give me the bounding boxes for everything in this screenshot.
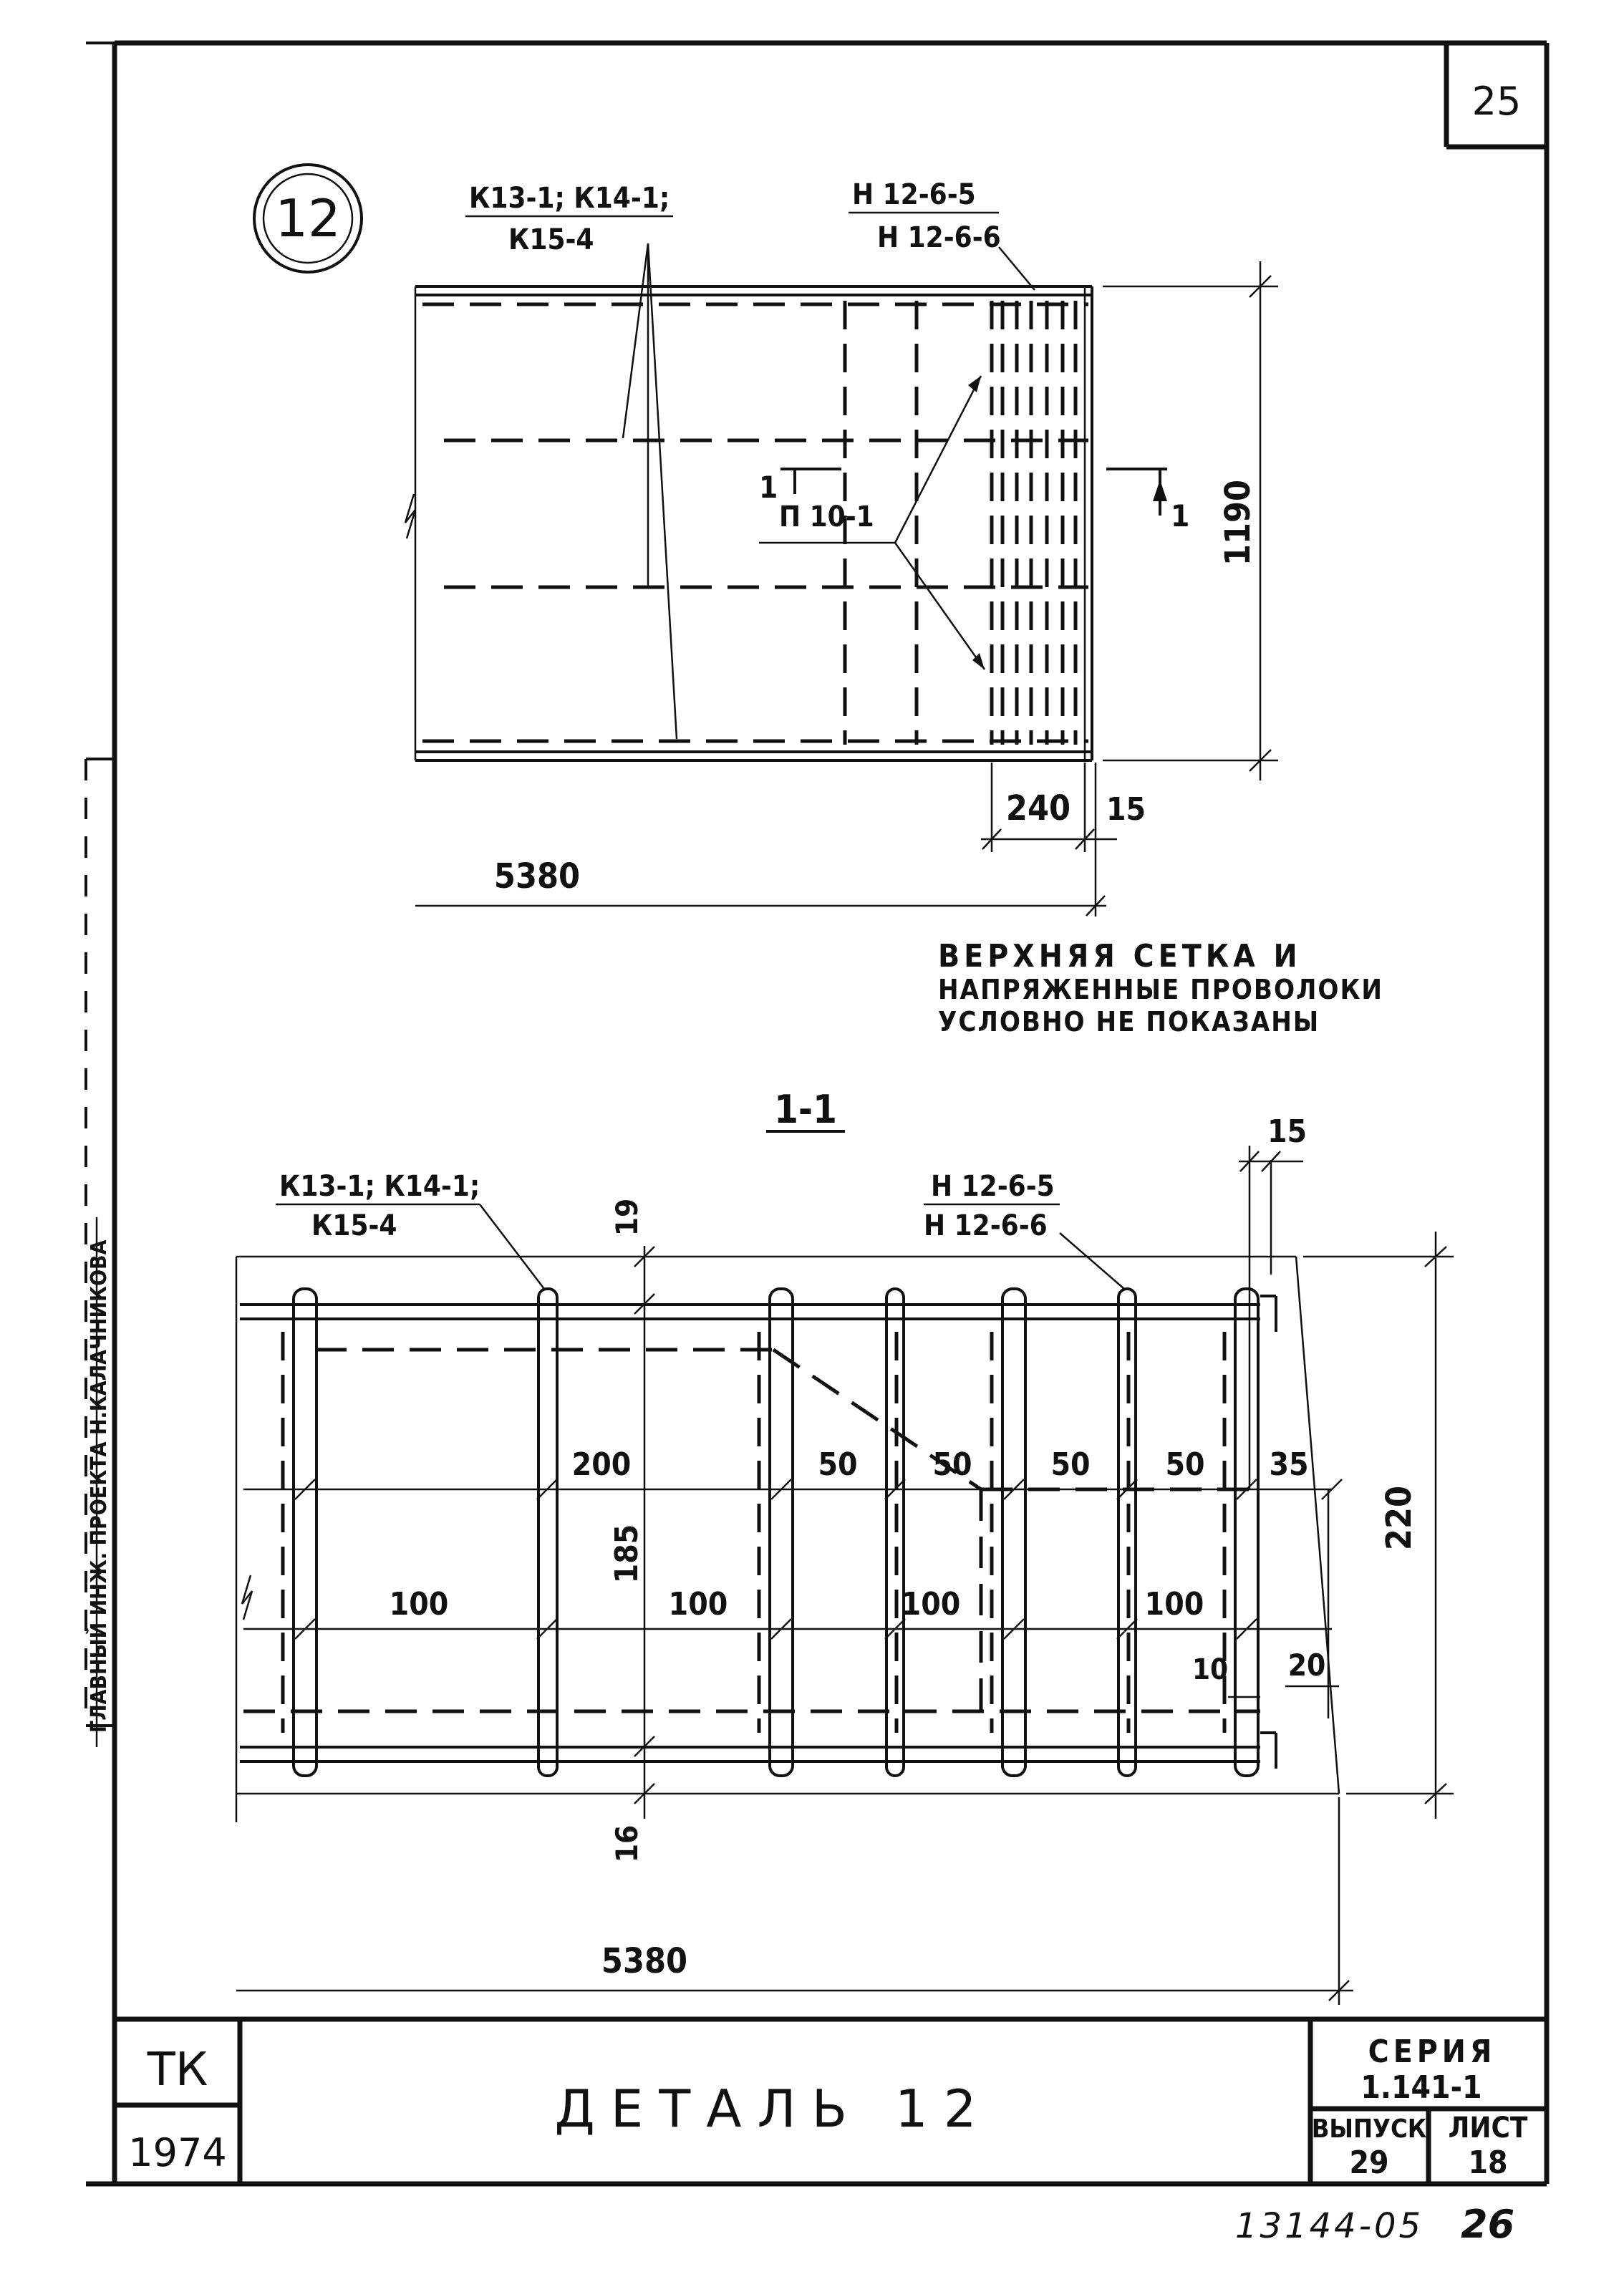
sheet-number: 25	[1471, 79, 1522, 124]
side-stamp-text: ГЛАВНЫЙ ИНЖ. ПРОЕКТА Н.КАЛАЧНИКОВА	[87, 1239, 112, 1733]
plan-dim-height: 1190	[1218, 479, 1258, 566]
plan-mark-p: П 10-1	[779, 501, 874, 533]
series-label: СЕРИЯ	[1368, 2034, 1497, 2070]
title-org: ТК	[147, 2044, 208, 2097]
section-dim-length: 5380	[601, 1941, 688, 1981]
plan-label-right-bottom: Н 12-6-6	[877, 221, 1001, 254]
side-stamp	[86, 1217, 112, 1747]
section-label-left-top: К13-1; К14-1;	[279, 1170, 480, 1203]
section-dim-20: 20	[1287, 1648, 1326, 1683]
section-dim-10: 10	[1192, 1653, 1229, 1686]
series-value: 1.141-1	[1360, 2069, 1482, 2106]
note-line-1: ВЕРХНЯЯ СЕТКА И	[938, 938, 1302, 975]
archive-number: 13144-05	[1235, 2206, 1424, 2246]
note-line-3: УСЛОВНО НЕ ПОКАЗАНЫ	[938, 1006, 1320, 1038]
title-block	[115, 2019, 1547, 2184]
section-dim-100-b: 100	[668, 1586, 728, 1623]
section-dim-16: 16	[609, 1824, 644, 1863]
section-dim-50-c: 50	[1050, 1446, 1091, 1483]
section-dim-19: 19	[609, 1198, 644, 1237]
plan-label-right-top: Н 12-6-5	[852, 178, 976, 211]
section-bars	[283, 1289, 1276, 1776]
issue-label: ВЫПУСК	[1311, 2114, 1427, 2144]
detail-mark-number: 12	[275, 188, 341, 248]
section-dim-50-d: 50	[1165, 1446, 1205, 1483]
plan-dim-240: 240	[1005, 788, 1071, 828]
issue-value: 29	[1349, 2144, 1389, 2181]
section-label-right-bottom: Н 12-6-6	[924, 1209, 1048, 1242]
note	[938, 938, 1383, 1038]
sheet-number-box	[1446, 43, 1547, 147]
section-dim-35: 35	[1269, 1446, 1309, 1483]
detail-mark	[254, 165, 362, 272]
section-view	[236, 1087, 1454, 2005]
section-dim-50-b: 50	[932, 1446, 972, 1483]
section-dim-100-c: 100	[901, 1586, 961, 1623]
section-dim-15-top: 15	[1267, 1113, 1308, 1150]
section-label-right-top: Н 12-6-5	[931, 1170, 1055, 1203]
title-year: 1974	[128, 2130, 227, 2175]
plan-dim-length: 5380	[493, 856, 581, 896]
sheet-label: ЛИСТ	[1448, 2112, 1528, 2144]
sheet-value: 18	[1468, 2144, 1508, 2181]
plan-label-left-top: К13-1; К14-1;	[469, 182, 670, 215]
section-title: 1-1	[774, 1087, 837, 1132]
plan-view	[405, 178, 1278, 917]
section-dim-height: 220	[1379, 1485, 1419, 1551]
section-dim-200: 200	[571, 1446, 632, 1483]
section-dim-100-d: 100	[1144, 1586, 1204, 1623]
section-dim-100-a: 100	[389, 1586, 449, 1623]
section-dim-185: 185	[609, 1524, 645, 1584]
drawing-title: ДЕТАЛЬ 12	[554, 2079, 992, 2139]
section-dim-50-a: 50	[818, 1446, 858, 1483]
note-line-2: НАПРЯЖЕННЫЕ ПРОВОЛОКИ	[938, 974, 1384, 1005]
plan-section-cut-right: 1	[1171, 498, 1190, 533]
plan-dim-15: 15	[1106, 791, 1146, 828]
plan-section-cut-left: 1	[759, 470, 778, 505]
archive-stamp	[1235, 2202, 1514, 2247]
plan-label-left-bottom: К15-4	[508, 223, 594, 256]
section-label-left-bottom: К15-4	[311, 1209, 397, 1242]
archive-page: 26	[1461, 2202, 1515, 2247]
